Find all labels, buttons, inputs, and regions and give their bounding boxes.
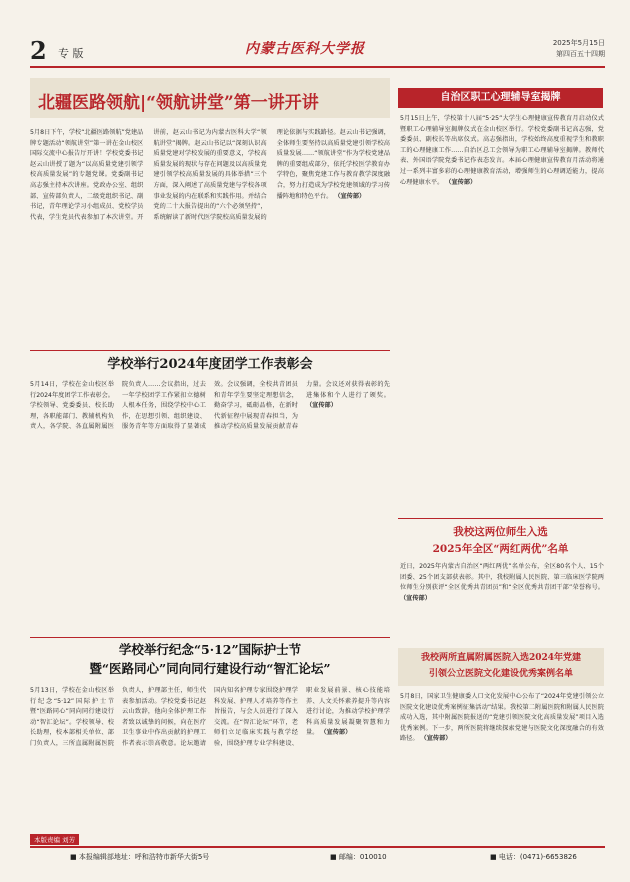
article-5-subtitle: 暨“医路同心”同向同行建设行动“智汇论坛” <box>89 661 331 676</box>
article-6-title: 我校两所直属附属医院入选2024年党建 <box>420 653 582 663</box>
footer-phone: ■ 电话：(0471)-6653826 <box>490 853 577 861</box>
article-1-title: 北疆医路领航|“领航讲堂”第一讲开讲 <box>38 93 319 113</box>
article-6-subtitle: 引领公立医院文化建设优秀案例名单 <box>428 669 573 679</box>
article-1-text: 5月8日下午，学校“北疆医路领航”党建品牌专题活动“领航讲堂”第一讲在金山校区国际交流中心报告厅开讲！学校党委书记赵云山讲授了题为“以高质量党建引领学校高质量发展”的专题党课。党委副书记高志强主持本次讲座。党政办公室、组织部、宣传部负责人，二级党组织书记、副书记，青年理论学习小组成员、党校学员代表，学生党员代表参加了本次讲堂。开讲前，赵云山书记为内蒙古医科大学“领航讲堂”揭牌。赵云山书记以“深刻认识高质量党建对学校发展的重要意义，学校高质量发展的现状与存在问题及以高质量党建引领学校高质量发展的具体举措”三个方面，深入阐述了高质量党建与学校各项事业发展的内在联系和实践作用。并结合党的二十大报告提出的“六个必须坚持”，系统解读了新时代医学院校高质量发展的理论依据与实践路径。赵云山书记强调，全体师生要坚持以高质量党建引领学校高质量发展……“领航讲堂”作为学校党建品牌的重要组成部分，依托学校医学教育办学特色，聚焦党建工作与教育教学深度融合，努力打造成为学校党建领域的学习传播阵地和特色平台。 <box>30 129 390 221</box>
article-6-body <box>400 692 604 838</box>
page-number: 2 <box>30 36 47 65</box>
footer-address: ■ 本报编辑部地址：呼和浩特市新华大街5号 <box>70 853 210 861</box>
article-4-subtitle: 2025年全区“两红两优”名单 <box>432 543 569 555</box>
article-6-sign: （宣传部） <box>420 735 452 743</box>
issue-date <box>553 38 605 60</box>
masthead <box>30 36 605 68</box>
article-4-text: 近日，2025年内蒙古自治区“两红两优”名单公布，全区80名个人、15个团委、25个团支部获表彰。其中，我校附属人民医院、第三临床医学院两位师生分别获评“全区优秀共青团员”和“全区优秀共青团干部”荣誉称号。 <box>400 563 604 592</box>
article-2-body <box>400 114 604 502</box>
divider <box>30 637 390 638</box>
article-2-text: 5月15日上午，学校第十八届“5·25”大学生心理健康宣传教育月启动仪式暨职工心理辅导室揭牌仪式在金山校区举行。学校党委副书记高志强，党委委员、副校长等出席仪式。高志强指出，学校始终高度重视学生和教职工的心理健康工作……自治区总工会领导为职工心理辅导室揭牌。教师代表、外国语学院党委书记作表态发言。本届心理健康宣传教育月活动将通过一系列丰富多彩的心理健康教育活动，增强师生的心理调适能力，提高心理健康水平。 <box>400 115 604 186</box>
article-4-body <box>400 562 604 626</box>
article-3-title: 学校举行2024年度团学工作表彰会 <box>107 357 313 372</box>
footer <box>30 836 605 876</box>
date-text: 2025年5月15日 <box>552 39 605 47</box>
article-5-body <box>30 686 390 836</box>
editor-label: 本版责编 刘芳 <box>30 834 79 845</box>
section-label: 专 版 <box>58 47 84 60</box>
article-2-title: 自治区职工心理辅导室揭牌 <box>398 88 603 108</box>
issue-number: 第四百五十四期 <box>556 50 605 58</box>
newspaper-logo: 内蒙古医科大学报 <box>245 41 365 57</box>
article-5-sign: （宣传部） <box>320 729 352 737</box>
article-4-title: 我校这两位师生入选 <box>453 526 548 538</box>
footer-postcode: ■ 邮编：010010 <box>330 853 387 861</box>
article-3-sign: （宣传部） <box>306 402 337 410</box>
article-1-sign: （宣传部） <box>334 192 366 200</box>
article-1-body <box>30 128 390 342</box>
article-3-body <box>30 380 390 630</box>
article-5-text: 5月13日，学校在金山校区举行纪念“5·12”国际护士节暨“医路同心”同向同行建设行动“智汇论坛”。学校领导、校长助理，校本部相关单位、部门负责人，三所直属附属医院负责人，护理部主任，师生代表参加活动。学校党委书记赵云山致辞，他向全体护理工作者致以诚挚的问候，向在医疗卫生事业中作出贡献的护理工作者表示崇高敬意。论坛邀请国内知名护理专家围绕护理学科发展、护理人才培养等作主旨报告，与会人员进行了深入交流。在“智汇论坛”环节，老师们立足临床实践与教学经验，围绕护理专业学科建设、职业发展前景、核心技能培养、人文关怀素养提升等内容进行讨论，为推动学校护理学科高质量发展凝聚智慧和力量。 <box>30 687 390 747</box>
article-3-text: 5月14日，学校在金山校区举行2024年度团学工作表彰会。学校领导、党委委员、校长助理，各职能部门、教辅机构负责人，各学院、各直属附属医院负责人……会议指出，过去一年学校团学工作紧扣立德树人根本任务，围绕学校中心工作，在思想引领、组织建设、服务青年等方面取得了显著成效。会议强调，全校共青团员和青年学生要坚定理想信念，勤奋学习，砥砺品格，在新时代新征程中展现青春担当，为推动学校高质量发展贡献青春力量。会议还对获得表彰的先进集体和个人进行了颁奖。 <box>30 381 390 431</box>
article-2-sign: （宣传部） <box>445 178 477 186</box>
article-6-text: 5月8日，国家卫生健康委人口文化发展中心公布了“2024年党建引领公立医院文化建设优秀案例征集活动”结果。我校第二附属医院和附属人民医院成功入选，其中附属医院报送的“党建引领医院文化高质量发展”项目入选优秀案例。下一步，两所医院将继续探索党建与医院文化深度融合的有效路径。 <box>400 693 604 743</box>
article-5-title: 学校举行纪念“5·12”国际护士节 <box>118 642 302 657</box>
article-4-sign: （宣传部） <box>400 594 431 602</box>
divider <box>30 350 390 351</box>
